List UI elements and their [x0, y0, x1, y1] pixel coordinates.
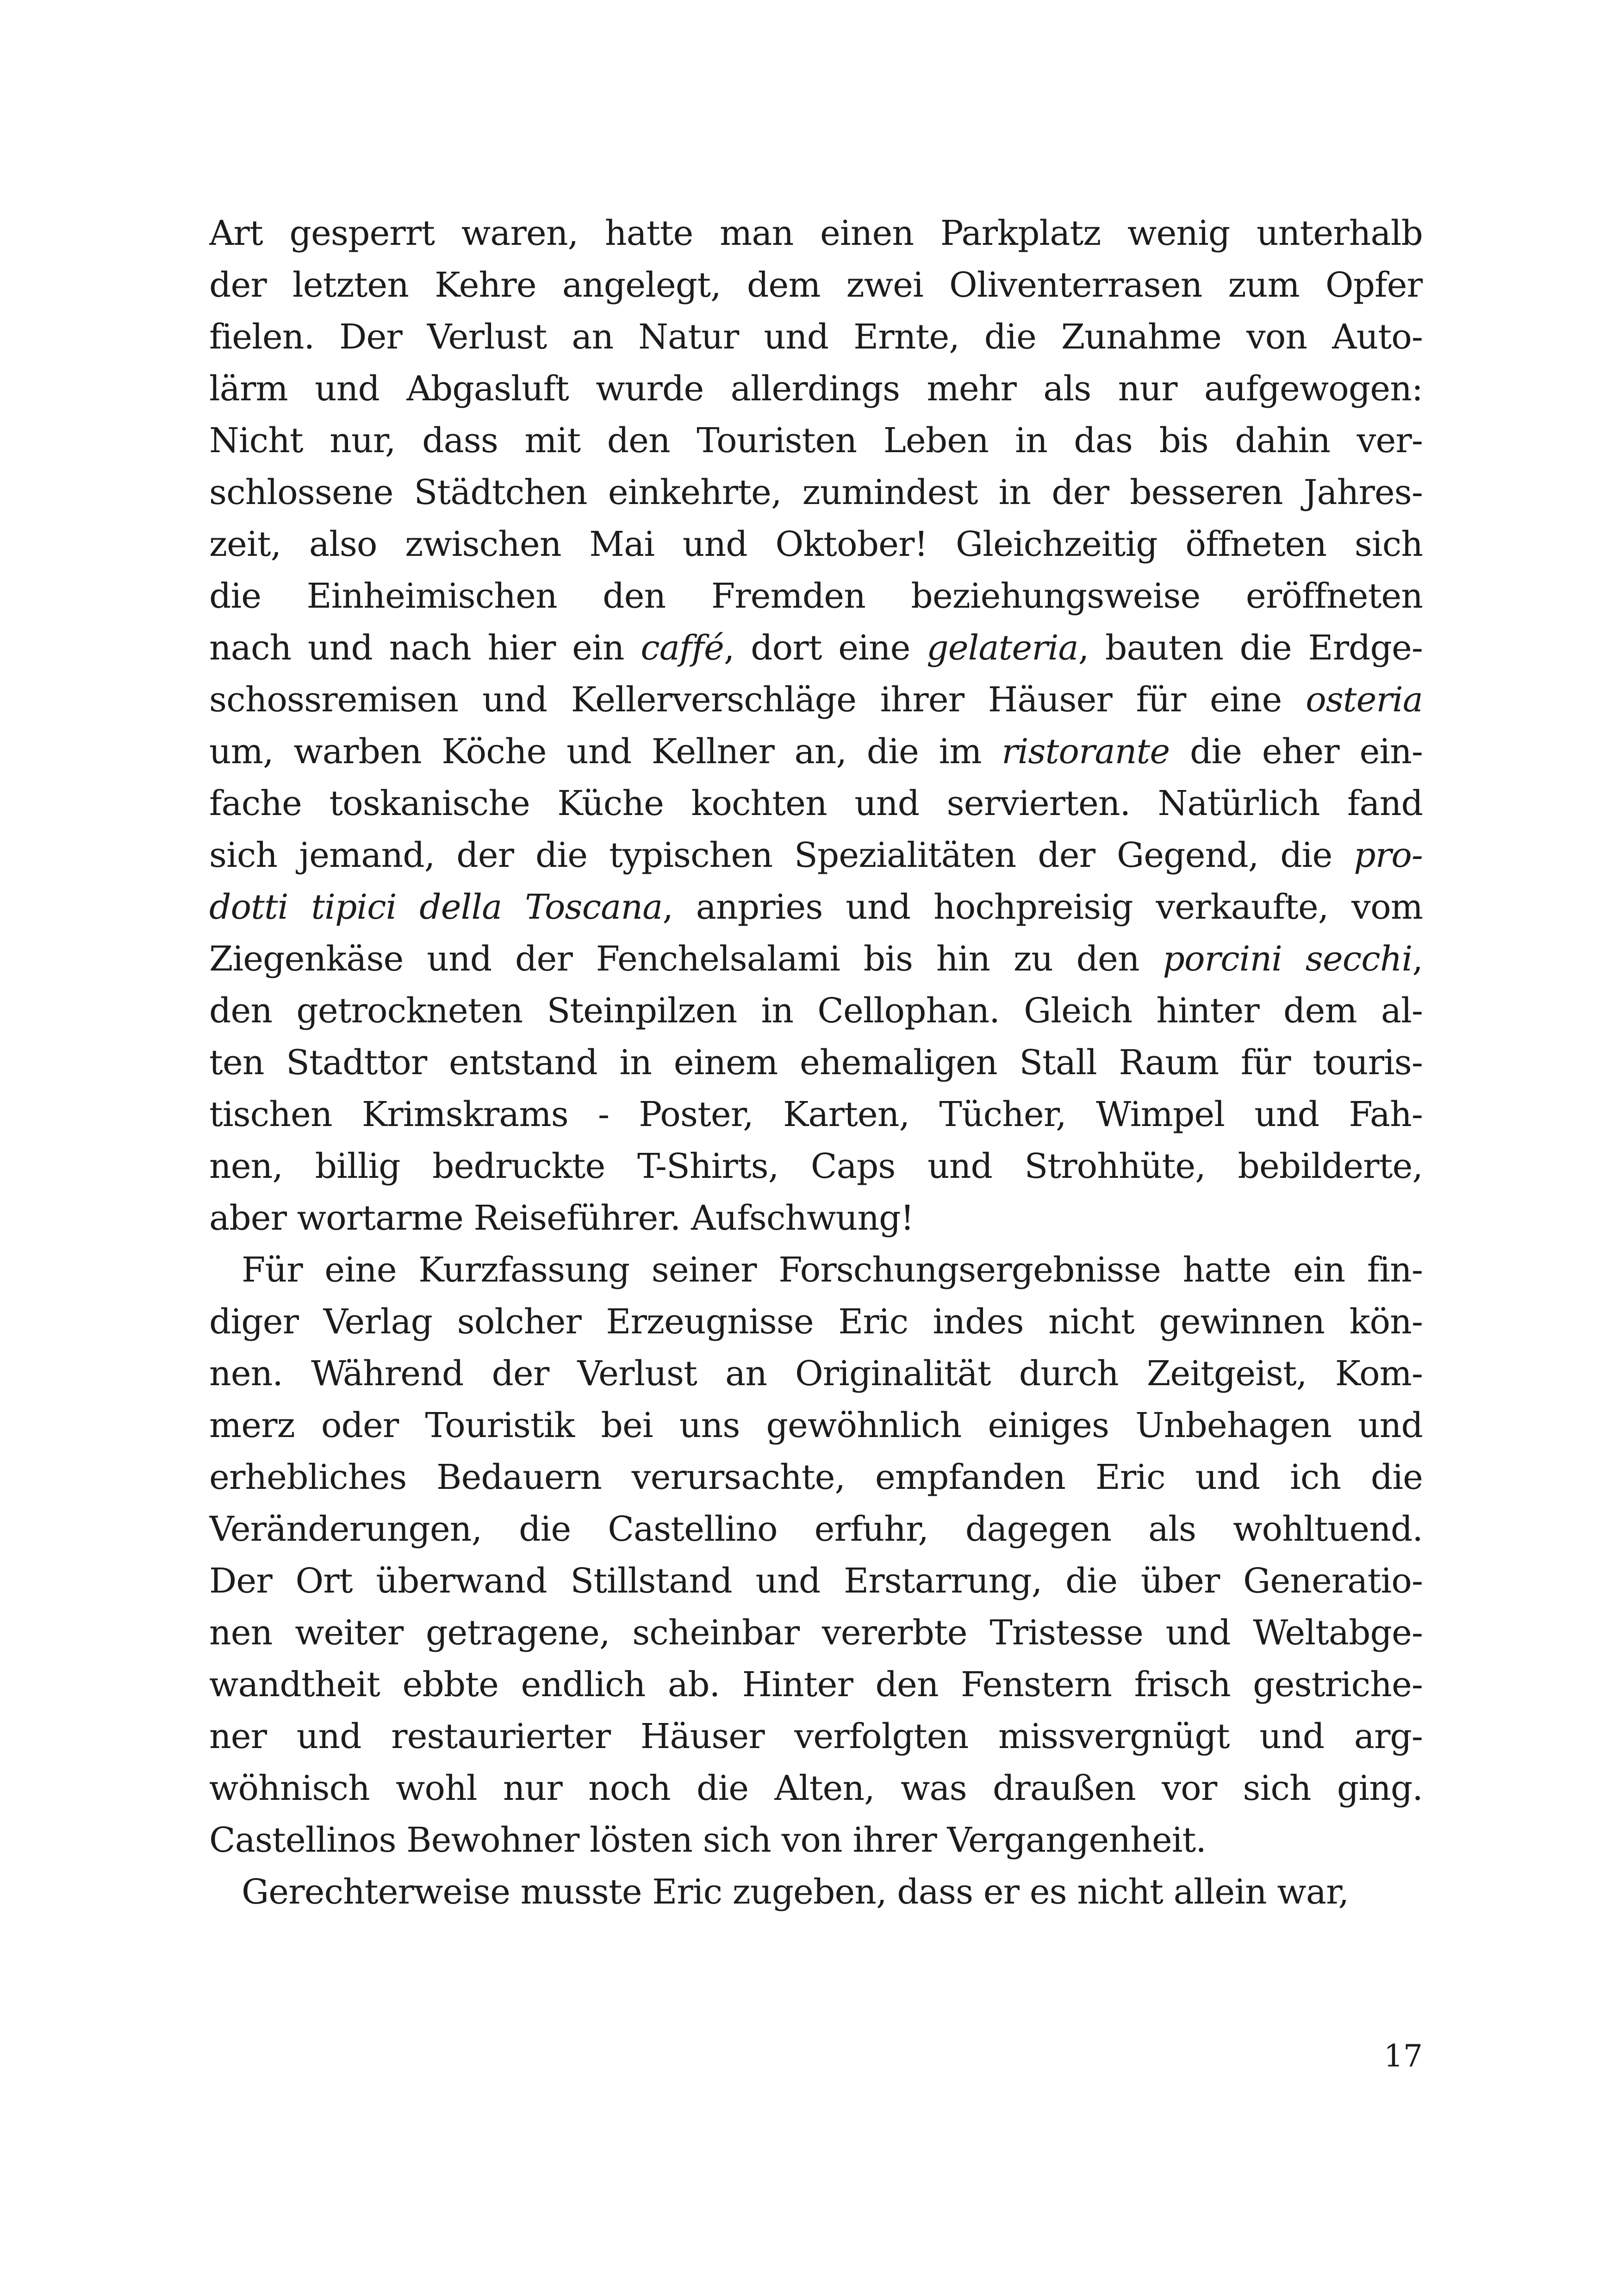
text-line	[209, 570, 1423, 622]
text-line	[209, 1296, 1423, 1348]
text-line	[209, 1607, 1423, 1659]
text-line	[209, 622, 1423, 674]
italic-phrase: caffé	[641, 628, 724, 668]
text-run: Ziegenkäse und der Fenchelsalami bis hin zu den	[209, 939, 1163, 979]
text-line	[209, 311, 1423, 363]
text-run: diger Verlag solcher Erzeugnisse Eric indes nicht gewinnen kön-	[209, 1302, 1423, 1342]
italic-phrase: osteria	[1306, 680, 1423, 720]
text-line	[209, 363, 1423, 415]
text-line	[209, 1037, 1423, 1089]
italic-phrase: porcini secchi	[1163, 939, 1413, 979]
text-run: fache toskanische Küche kochten und servierten. Natürlich fand	[209, 784, 1423, 823]
text-line	[209, 726, 1423, 778]
text-line	[209, 1348, 1423, 1400]
italic-phrase: gelateria	[927, 628, 1078, 668]
text-line	[209, 985, 1423, 1037]
text-run: , anpries und hochpreisig verkaufte, vom	[662, 887, 1423, 927]
text-line	[209, 518, 1423, 570]
text-line	[209, 1192, 1423, 1244]
text-run: Art gesperrt waren, hatte man einen Parkplatz wenig unterhalb	[209, 213, 1423, 253]
text-run: nach und nach hier ein	[209, 628, 641, 668]
text-run: , bauten die Erdge-	[1078, 628, 1423, 668]
text-line	[209, 1140, 1423, 1192]
text-run: fielen. Der Verlust an Natur und Ernte, die Zunahme von Auto-	[209, 317, 1423, 357]
text-run: schlossene Städtchen einkehrte, zumindest in der besseren Jahres-	[209, 473, 1423, 512]
text-run: lärm und Abgasluft wurde allerdings mehr als nur aufgewogen:	[209, 369, 1423, 409]
text-run: nen weiter getragene, scheinbar vererbte Tristesse und Weltabge-	[209, 1613, 1423, 1653]
text-line	[209, 933, 1423, 985]
text-run: Für eine Kurzfassung seiner Forschungsergebnisse hatte ein fin-	[242, 1250, 1423, 1290]
text-run: Gerechterweise musste Eric zugeben, dass er es nicht allein war,	[242, 1872, 1349, 1912]
paragraph	[209, 1866, 1423, 1918]
text-run: wandtheit ebbte endlich ab. Hinter den Fenstern frisch gestriche-	[209, 1665, 1423, 1705]
italic-phrase: pro-	[1354, 835, 1423, 875]
text-run: Der Ort überwand Stillstand und Erstarrung, die über Generatio-	[209, 1561, 1423, 1601]
text-run: die Einheimischen den Fremden beziehungsweise eröffneten	[209, 576, 1423, 616]
text-run: ten Stadttor entstand in einem ehemaligen Stall Raum für touris-	[209, 1043, 1423, 1083]
text-run: um, warben Köche und Kellner an, die im	[209, 732, 1002, 772]
text-run: die eher ein-	[1170, 732, 1423, 772]
text-run: tischen Krimskrams - Poster, Karten, Tücher, Wimpel und Fah-	[209, 1095, 1423, 1134]
text-line	[209, 207, 1423, 259]
text-run: ,	[1412, 939, 1423, 979]
text-line	[209, 1762, 1423, 1814]
text-run: Nicht nur, dass mit den Touristen Leben in das bis dahin ver-	[209, 421, 1423, 460]
body-text	[209, 207, 1423, 1918]
text-run: den getrockneten Steinpilzen in Cellophan. Gleich hinter dem al-	[209, 991, 1423, 1031]
page-number: 17	[1384, 2038, 1423, 2074]
paragraph	[209, 207, 1423, 1244]
text-line	[209, 415, 1423, 467]
text-line	[209, 778, 1423, 829]
text-run: Veränderungen, die Castellino erfuhr, dagegen als wohltuend.	[209, 1509, 1423, 1549]
paragraph	[209, 1244, 1423, 1866]
text-run: merz oder Touristik bei uns gewöhnlich einiges Unbehagen und	[209, 1406, 1423, 1445]
text-run: schossremisen und Kellerverschläge ihrer Häuser für eine	[209, 680, 1306, 720]
italic-phrase: ristorante	[1002, 732, 1170, 772]
text-run: wöhnisch wohl nur noch die Alten, was draußen vor sich ging.	[209, 1768, 1423, 1808]
text-run: erhebliches Bedauern verursachte, empfanden Eric und ich die	[209, 1457, 1423, 1497]
text-line	[209, 674, 1423, 726]
text-run: ner und restaurierter Häuser verfolgten missvergnügt und arg-	[209, 1717, 1423, 1756]
text-run: zeit, also zwischen Mai und Oktober! Gleichzeitig öffneten sich	[209, 524, 1423, 564]
text-line	[209, 467, 1423, 518]
text-line	[209, 1089, 1423, 1140]
text-line	[209, 1866, 1423, 1918]
text-line	[209, 1711, 1423, 1762]
text-run: nen. Während der Verlust an Originalität durch Zeitgeist, Kom-	[209, 1354, 1423, 1394]
text-run: Castellinos Bewohner lösten sich von ihrer Vergangenheit.	[209, 1820, 1206, 1860]
text-line	[209, 1244, 1423, 1296]
text-line	[209, 1555, 1423, 1607]
text-run: sich jemand, der die typischen Spezialitäten der Gegend, die	[209, 835, 1354, 875]
text-run: nen, billig bedruckte T-Shirts, Caps und Strohhüte, bebilderte,	[209, 1146, 1423, 1186]
italic-phrase: dotti tipici della Toscana	[209, 887, 663, 927]
text-line	[209, 881, 1423, 933]
text-line	[209, 1451, 1423, 1503]
text-line	[209, 1503, 1423, 1555]
text-line	[209, 1814, 1423, 1866]
text-line	[209, 259, 1423, 311]
text-run: , dort eine	[723, 628, 927, 668]
text-line	[209, 1400, 1423, 1451]
text-line	[209, 829, 1423, 881]
text-run: aber wortarme Reiseführer. Aufschwung!	[209, 1198, 914, 1238]
text-line	[209, 1659, 1423, 1711]
text-run: der letzten Kehre angelegt, dem zwei Oliventerrasen zum Opfer	[209, 265, 1423, 305]
